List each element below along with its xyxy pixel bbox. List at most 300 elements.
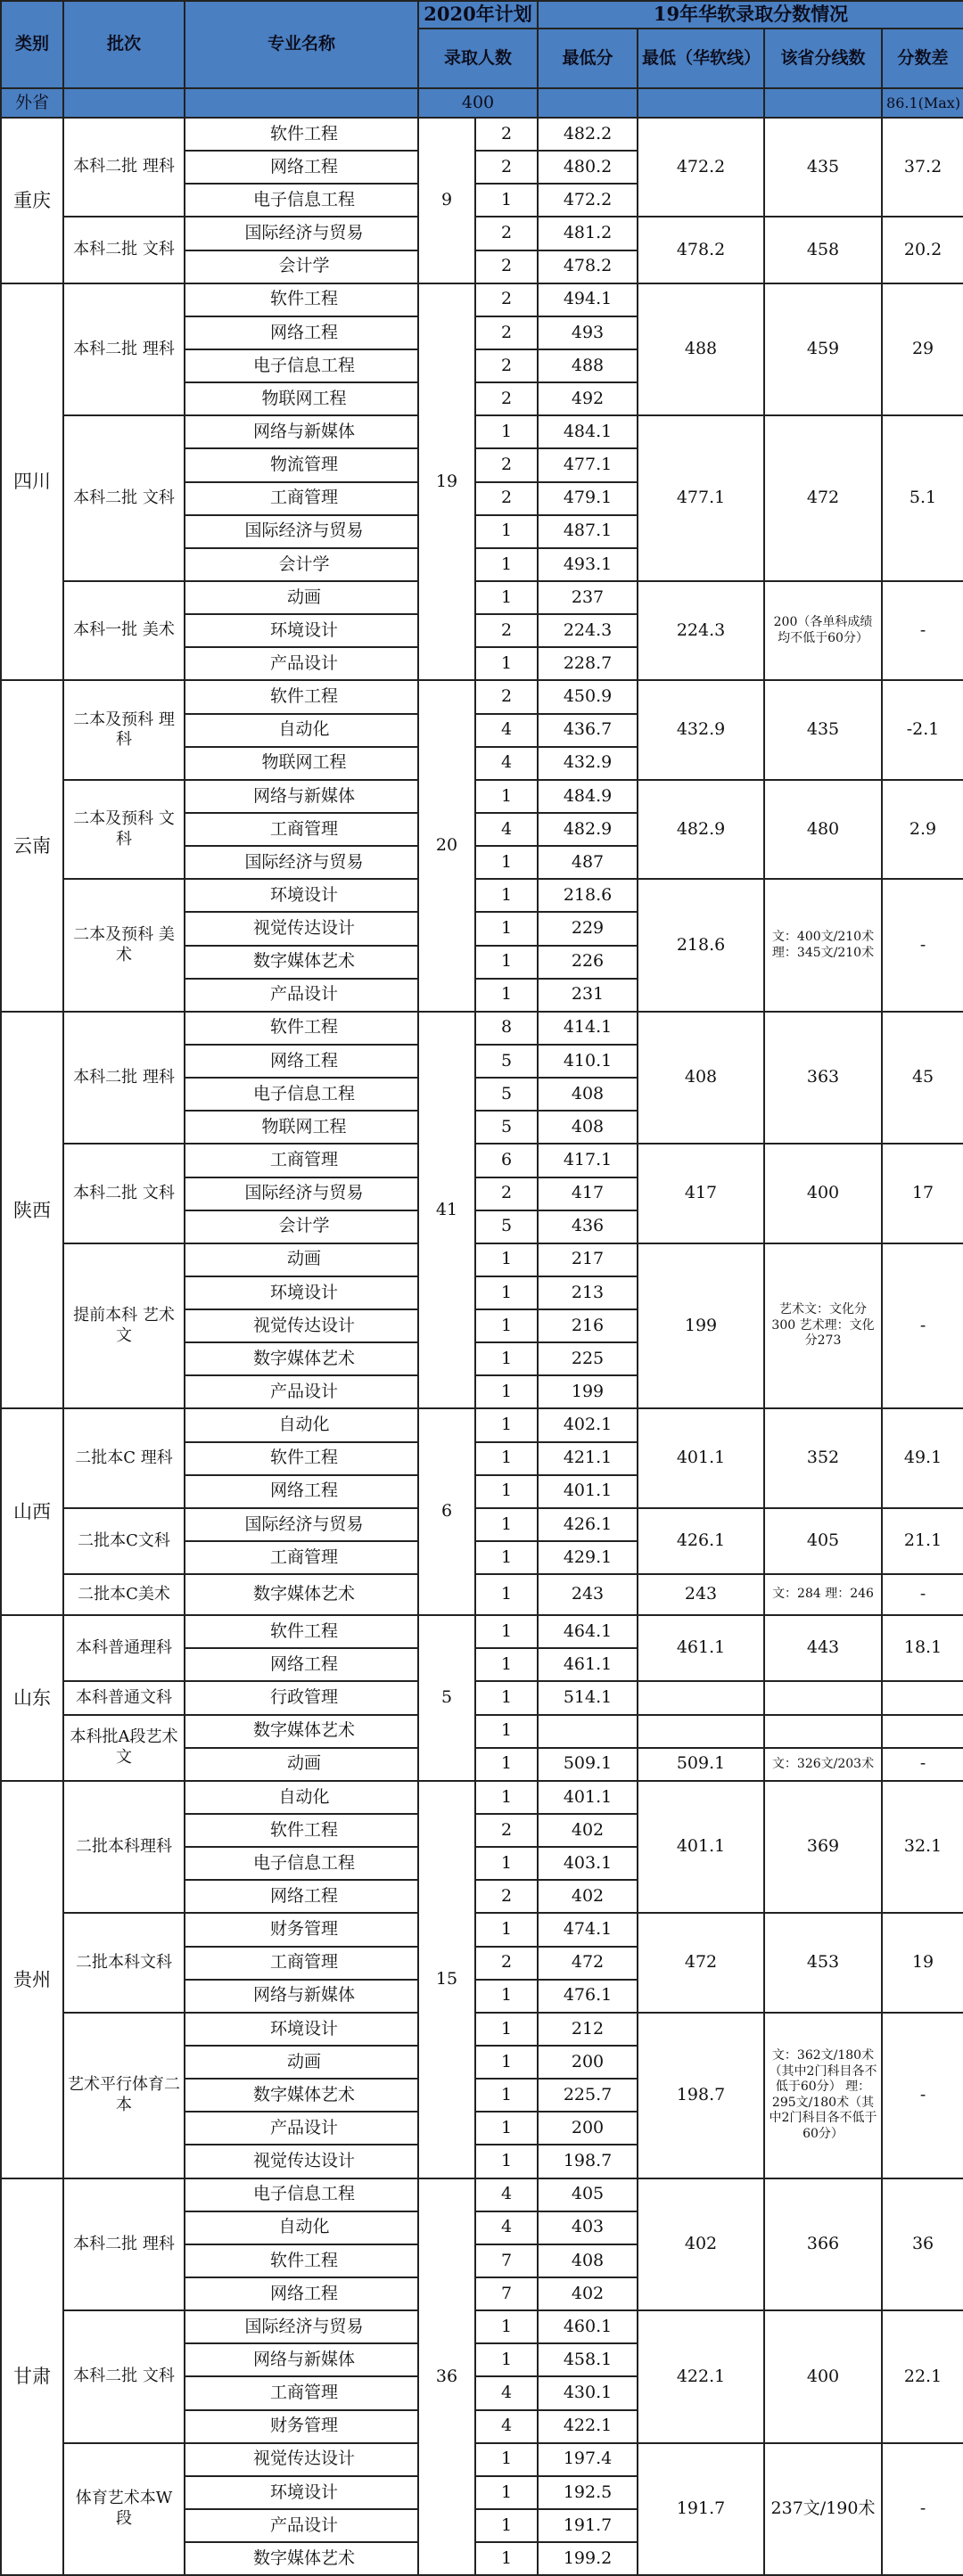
score-diff: 37.2: [882, 118, 963, 217]
table-row: [1, 1144, 963, 1177]
major-name: 网络与新媒体: [185, 415, 418, 448]
enroll-count: 1: [475, 1913, 538, 1946]
province-name: 陕西: [1, 1012, 63, 1409]
header-category: 类别: [1, 1, 63, 88]
batch-name: 本科二批 文科: [63, 415, 185, 581]
major-name: 工商管理: [185, 2376, 418, 2409]
min-score: 226: [538, 946, 638, 979]
header-batch: 批次: [63, 1, 185, 88]
min-score: 403: [538, 2211, 638, 2244]
min-line: 472.2: [638, 118, 764, 217]
header-major: 专业名称: [185, 1, 418, 88]
province-name: 云南: [1, 680, 63, 1011]
enroll-count: 1: [475, 2343, 538, 2376]
enroll-count: 2: [475, 1814, 538, 1847]
major-name: 网络工程: [185, 1880, 418, 1913]
enroll-count: 1: [475, 647, 538, 680]
min-score: 432.9: [538, 747, 638, 780]
province-line: 400: [764, 1144, 882, 1243]
min-score: 493.1: [538, 548, 638, 581]
min-score: 410.1: [538, 1045, 638, 1078]
waisheng-total: 400: [418, 88, 538, 118]
min-line: 426.1: [638, 1508, 764, 1574]
enroll-count: 1: [475, 1442, 538, 1475]
province-line: 文：400文/210术 理：345文/210术: [764, 879, 882, 1012]
major-name: 会计学: [185, 250, 418, 283]
enroll-count: 2: [475, 614, 538, 647]
major-name: 国际经济与贸易: [185, 1508, 418, 1541]
min-line: 191.7: [638, 2443, 764, 2576]
min-line: 478.2: [638, 217, 764, 283]
min-score: 487.1: [538, 515, 638, 548]
min-score: 200: [538, 2112, 638, 2145]
batch-name: 二批本C文科: [63, 1508, 185, 1574]
province-name: 贵州: [1, 1781, 63, 2178]
min-score: 402: [538, 1814, 638, 1847]
score-diff: -: [882, 581, 963, 680]
min-score: 224.3: [538, 614, 638, 647]
score-diff: 49.1: [882, 1408, 963, 1507]
batch-name: 二本及预科 美术: [63, 879, 185, 1012]
major-name: 自动化: [185, 1781, 418, 1814]
header-score19: 19年华软录取分数情况: [538, 1, 963, 29]
enroll-count: 8: [475, 1012, 538, 1045]
major-name: 会计学: [185, 548, 418, 581]
header-plan2020: 2020年计划: [418, 1, 538, 29]
score-diff: -: [882, 2013, 963, 2178]
enroll-count: 1: [475, 1508, 538, 1541]
enroll-count: 2: [475, 680, 538, 713]
enroll-count: 1: [475, 846, 538, 879]
major-name: 国际经济与贸易: [185, 1177, 418, 1210]
enroll-count: 5: [475, 1210, 538, 1243]
score-diff: -2.1: [882, 680, 963, 779]
major-name: 产品设计: [185, 2112, 418, 2145]
enroll-count: 2: [475, 482, 538, 515]
major-name: 电子信息工程: [185, 1078, 418, 1111]
enroll-count: 4: [475, 2410, 538, 2443]
enroll-count: 1: [475, 2112, 538, 2145]
min-score: 476.1: [538, 1980, 638, 2013]
province-name: 四川: [1, 283, 63, 681]
score-diff: 22.1: [882, 2310, 963, 2443]
score-diff: [882, 1681, 963, 1714]
enroll-count: 2: [475, 349, 538, 382]
province-line: 480: [764, 780, 882, 879]
major-name: 网络工程: [185, 1045, 418, 1078]
table-row: [1, 2178, 963, 2211]
min-score: 217: [538, 1243, 638, 1276]
score-diff: 20.2: [882, 217, 963, 283]
major-name: 财务管理: [185, 1913, 418, 1946]
table-row: [1, 118, 963, 151]
major-name: 数字媒体艺术: [185, 2079, 418, 2112]
province-line: 366: [764, 2178, 882, 2311]
min-line: 422.1: [638, 2310, 764, 2443]
major-name: 网络与新媒体: [185, 780, 418, 813]
enroll-count: 5: [475, 1045, 538, 1078]
min-score: 225.7: [538, 2079, 638, 2112]
major-name: 会计学: [185, 1210, 418, 1243]
min-score: 509.1: [538, 1748, 638, 1781]
enroll-count: 2: [475, 217, 538, 250]
major-name: 环境设计: [185, 2013, 418, 2046]
min-score: [538, 1715, 638, 1748]
province-total: 36: [418, 2178, 475, 2576]
min-score: 197.4: [538, 2443, 638, 2476]
table-row: [1, 217, 963, 250]
batch-name: 二批本科理科: [63, 1781, 185, 1914]
min-score: 408: [538, 1078, 638, 1111]
enroll-count: 1: [475, 1309, 538, 1342]
enroll-count: 1: [475, 1648, 538, 1681]
min-line: 401.1: [638, 1781, 764, 1914]
min-score: 429.1: [538, 1541, 638, 1574]
batch-name: 本科二批 文科: [63, 1144, 185, 1243]
table-row: [1, 1408, 963, 1441]
major-name: 自动化: [185, 714, 418, 747]
min-score: 482.2: [538, 118, 638, 151]
major-name: 物流管理: [185, 448, 418, 481]
province-total: 9: [418, 118, 475, 283]
score-diff: [882, 1715, 963, 1748]
waisheng-empty-3: [538, 88, 638, 118]
min-score: 450.9: [538, 680, 638, 713]
batch-name: 本科普通理科: [63, 1615, 185, 1681]
min-score: 494.1: [538, 283, 638, 316]
min-score: 403.1: [538, 1847, 638, 1880]
major-name: 网络工程: [185, 151, 418, 184]
score-diff: 19: [882, 1913, 963, 2012]
score-diff: 29: [882, 283, 963, 416]
score-diff: -: [882, 1748, 963, 1781]
waisheng-diff: 86.1(Max): [882, 88, 963, 118]
min-line: 243: [638, 1574, 764, 1615]
major-name: 数字媒体艺术: [185, 1342, 418, 1375]
enroll-count: 4: [475, 2211, 538, 2244]
major-name: 环境设计: [185, 614, 418, 647]
waisheng-empty-5: [764, 88, 882, 118]
min-score: 479.1: [538, 482, 638, 515]
enroll-count: 1: [475, 2443, 538, 2476]
major-name: 电子信息工程: [185, 349, 418, 382]
min-score: 402.1: [538, 1408, 638, 1441]
major-name: 电子信息工程: [185, 1847, 418, 1880]
major-name: 国际经济与贸易: [185, 2310, 418, 2343]
min-score: 213: [538, 1276, 638, 1309]
min-score: 484.1: [538, 415, 638, 448]
batch-name: 体育艺术本W段: [63, 2443, 185, 2576]
table-row: [1, 1615, 963, 1648]
table-row: [1, 2443, 963, 2476]
header-min: 最低分: [538, 29, 638, 88]
enroll-count: 2: [475, 448, 538, 481]
min-score: 216: [538, 1309, 638, 1342]
major-name: 软件工程: [185, 1442, 418, 1475]
min-score: 488: [538, 349, 638, 382]
enroll-count: 5: [475, 1111, 538, 1144]
min-score: 192.5: [538, 2476, 638, 2509]
batch-name: 本科普通文科: [63, 1681, 185, 1714]
major-name: 工商管理: [185, 482, 418, 515]
header-minline: 最低（华软线）: [638, 29, 764, 88]
min-score: 480.2: [538, 151, 638, 184]
province-line: [764, 1715, 882, 1748]
min-score: 464.1: [538, 1615, 638, 1648]
table-row: [1, 879, 963, 912]
min-line: 472: [638, 1913, 764, 2012]
enroll-count: 2: [475, 151, 538, 184]
min-score: 474.1: [538, 1913, 638, 1946]
table-row: [1, 1715, 963, 1748]
score-diff: 18.1: [882, 1615, 963, 1681]
province-line: 文：326文/203术: [764, 1748, 882, 1781]
table-row: [1, 1012, 963, 1045]
enroll-count: 1: [475, 415, 538, 448]
batch-name: 二本及预科 理科: [63, 680, 185, 779]
min-line: 401.1: [638, 1408, 764, 1507]
min-score: 482.9: [538, 813, 638, 846]
enroll-count: 6: [475, 1144, 538, 1177]
score-diff: 32.1: [882, 1781, 963, 1914]
min-score: 198.7: [538, 2145, 638, 2178]
min-line: 224.3: [638, 581, 764, 680]
province-line: 453: [764, 1913, 882, 2012]
province-total: 19: [418, 283, 475, 681]
score-diff: 45: [882, 1012, 963, 1144]
major-name: 国际经济与贸易: [185, 846, 418, 879]
table-row: [1, 1681, 963, 1714]
min-score: 472: [538, 1947, 638, 1980]
min-score: 484.9: [538, 780, 638, 813]
batch-name: 艺术平行体育二本: [63, 2013, 185, 2178]
waisheng-empty-2: [185, 88, 418, 118]
enroll-count: 1: [475, 2046, 538, 2079]
enroll-count: 1: [475, 1574, 538, 1615]
enroll-count: 2: [475, 118, 538, 151]
major-name: 数字媒体艺术: [185, 946, 418, 979]
min-score: 191.7: [538, 2509, 638, 2542]
header-enroll: 录取人数: [418, 29, 538, 88]
province-total: 41: [418, 1012, 475, 1409]
province-name: 山东: [1, 1615, 63, 1781]
enroll-count: 1: [475, 548, 538, 581]
header-diff: 分数差: [882, 29, 963, 88]
waisheng-label: 外省: [1, 88, 63, 118]
major-name: 动画: [185, 1748, 418, 1781]
score-diff: -: [882, 879, 963, 1012]
major-name: 产品设计: [185, 1375, 418, 1408]
province-line: 363: [764, 1012, 882, 1144]
enroll-count: 1: [475, 1276, 538, 1309]
major-name: 软件工程: [185, 2244, 418, 2277]
score-diff: 2.9: [882, 780, 963, 879]
min-line: 199: [638, 1243, 764, 1409]
min-score: 228.7: [538, 647, 638, 680]
major-name: 网络工程: [185, 1475, 418, 1508]
min-line: [638, 1715, 764, 1748]
enroll-count: 1: [475, 2079, 538, 2112]
min-score: 461.1: [538, 1648, 638, 1681]
enroll-count: 1: [475, 2145, 538, 2178]
min-line: 482.9: [638, 780, 764, 879]
enroll-count: 1: [475, 946, 538, 979]
province-line: 443: [764, 1615, 882, 1681]
enroll-count: 2: [475, 1947, 538, 1980]
enroll-count: 1: [475, 1243, 538, 1276]
enroll-count: 1: [475, 184, 538, 217]
enroll-count: 1: [475, 1681, 538, 1714]
min-line: 417: [638, 1144, 764, 1243]
table-row: [1, 581, 963, 614]
major-name: 视觉传达设计: [185, 2145, 418, 2178]
province-line: 458: [764, 217, 882, 283]
min-score: 237: [538, 581, 638, 614]
min-score: 229: [538, 912, 638, 945]
major-name: 软件工程: [185, 1615, 418, 1648]
min-score: 405: [538, 2178, 638, 2211]
min-score: 472.2: [538, 184, 638, 217]
batch-name: 二批本科文科: [63, 1913, 185, 2012]
province-name: 重庆: [1, 118, 63, 283]
enroll-count: 1: [475, 515, 538, 548]
enroll-count: 2: [475, 283, 538, 316]
major-name: 财务管理: [185, 2410, 418, 2443]
min-score: 460.1: [538, 2310, 638, 2343]
min-score: 478.2: [538, 250, 638, 283]
min-line: 461.1: [638, 1615, 764, 1681]
enroll-count: 4: [475, 813, 538, 846]
table-row: [1, 1913, 963, 1946]
enroll-count: 2: [475, 1177, 538, 1210]
waisheng-empty-4: [638, 88, 764, 118]
batch-name: 本科二批 文科: [63, 217, 185, 283]
enroll-count: 4: [475, 2376, 538, 2409]
min-line: 488: [638, 283, 764, 416]
enroll-count: 1: [475, 780, 538, 813]
major-name: 数字媒体艺术: [185, 2542, 418, 2575]
min-score: 218.6: [538, 879, 638, 912]
province-line: [764, 1681, 882, 1714]
enroll-count: 1: [475, 2013, 538, 2046]
batch-name: 本科二批 理科: [63, 283, 185, 416]
waisheng-row: [1, 88, 963, 118]
min-score: 421.1: [538, 1442, 638, 1475]
min-score: 514.1: [538, 1681, 638, 1714]
min-line: 408: [638, 1012, 764, 1144]
province-total: 5: [418, 1615, 475, 1781]
major-name: 环境设计: [185, 1276, 418, 1309]
major-name: 网络工程: [185, 2277, 418, 2310]
major-name: 物联网工程: [185, 382, 418, 415]
province-line: 文：284 理：246: [764, 1574, 882, 1615]
province-line: 405: [764, 1508, 882, 1574]
batch-name: 本科二批 理科: [63, 118, 185, 217]
province-line: 237文/190术: [764, 2443, 882, 2576]
score-diff: -: [882, 2443, 963, 2576]
min-line: 432.9: [638, 680, 764, 779]
enroll-count: 1: [475, 879, 538, 912]
province-name: 甘肃: [1, 2178, 63, 2576]
min-score: 492: [538, 382, 638, 415]
enroll-count: 1: [475, 2310, 538, 2343]
batch-name: 二批本C美术: [63, 1574, 185, 1615]
enroll-count: 1: [475, 1342, 538, 1375]
enroll-count: 4: [475, 714, 538, 747]
enroll-count: 1: [475, 912, 538, 945]
table-row: [1, 1574, 963, 1615]
enroll-count: 7: [475, 2244, 538, 2277]
major-name: 网络与新媒体: [185, 2343, 418, 2376]
table-row: [1, 1243, 963, 1276]
table-row: [1, 780, 963, 813]
province-name: 山西: [1, 1408, 63, 1615]
min-score: 426.1: [538, 1508, 638, 1541]
score-diff: 17: [882, 1144, 963, 1243]
major-name: 产品设计: [185, 979, 418, 1012]
batch-name: 二批本C 理科: [63, 1408, 185, 1507]
major-name: 国际经济与贸易: [185, 515, 418, 548]
major-name: 视觉传达设计: [185, 2443, 418, 2476]
province-line: 435: [764, 680, 882, 779]
min-line: [638, 1681, 764, 1714]
min-score: 414.1: [538, 1012, 638, 1045]
major-name: 数字媒体艺术: [185, 1715, 418, 1748]
table-row: [1, 680, 963, 713]
major-name: 动画: [185, 2046, 418, 2079]
major-name: 电子信息工程: [185, 184, 418, 217]
major-name: 动画: [185, 581, 418, 614]
min-score: 243: [538, 1574, 638, 1615]
major-name: 电子信息工程: [185, 2178, 418, 2211]
enroll-count: 1: [475, 2476, 538, 2509]
enroll-count: 1: [475, 1781, 538, 1814]
batch-name: 二本及预科 文科: [63, 780, 185, 879]
score-diff: -: [882, 1243, 963, 1409]
major-name: 产品设计: [185, 647, 418, 680]
province-line: 435: [764, 118, 882, 217]
major-name: 网络与新媒体: [185, 1980, 418, 2013]
province-line: 400: [764, 2310, 882, 2443]
min-score: 402: [538, 1880, 638, 1913]
major-name: 自动化: [185, 2211, 418, 2244]
min-score: 225: [538, 1342, 638, 1375]
min-score: 477.1: [538, 448, 638, 481]
min-score: 417.1: [538, 1144, 638, 1177]
major-name: 软件工程: [185, 1814, 418, 1847]
major-name: 自动化: [185, 1408, 418, 1441]
batch-name: 本科二批 理科: [63, 2178, 185, 2311]
min-score: 487: [538, 846, 638, 879]
province-line: 200（各单科成绩均不低于60分）: [764, 581, 882, 680]
enroll-count: 7: [475, 2277, 538, 2310]
province-line: 472: [764, 415, 882, 581]
major-name: 软件工程: [185, 283, 418, 316]
min-score: 481.2: [538, 217, 638, 250]
waisheng-empty-1: [63, 88, 185, 118]
province-total: 6: [418, 1408, 475, 1615]
batch-name: 本科批A段艺术文: [63, 1715, 185, 1781]
min-score: 436: [538, 1210, 638, 1243]
min-line: 509.1: [638, 1748, 764, 1781]
min-score: 422.1: [538, 2410, 638, 2443]
enroll-count: 1: [475, 2509, 538, 2542]
enroll-count: 2: [475, 382, 538, 415]
major-name: 工商管理: [185, 1144, 418, 1177]
major-name: 国际经济与贸易: [185, 217, 418, 250]
header-provline: 该省分线数: [764, 29, 882, 88]
major-name: 网络工程: [185, 1648, 418, 1681]
